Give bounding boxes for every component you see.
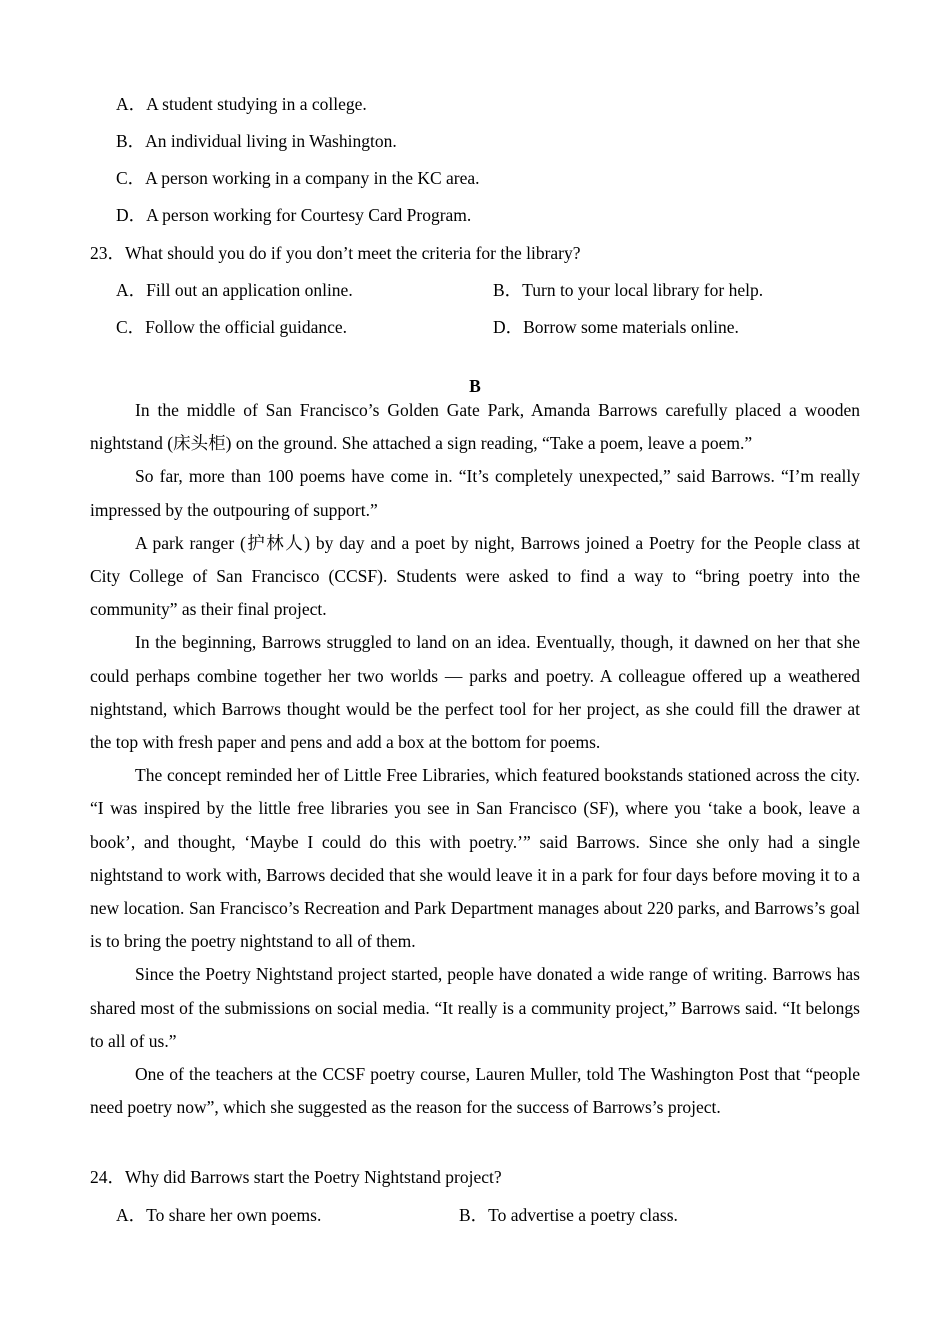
q24-option-b: B．To advertise a poetry class.: [459, 1205, 678, 1225]
passage-paragraph: The concept reminded her of Little Free Libraries, which featured bookstands stationed across the city. “I was inspired by the little free libraries you see in San Francisco (SF), where you ‘take a book, leave a book’, and thought, ‘Maybe I could do this with poetry.’” said Barrows. Since she only had a single nightstand to work with, Barrows decided that she would leave it in a park for four days before moving it to a new location. San Francisco’s Recreation and Park Department manages about 220 parks, and Barrows’s goal is to bring the poetry nightstand to all of them.: [90, 765, 860, 952]
q23-option-a: A．Fill out an application online.: [116, 280, 353, 300]
q24-option-a: A．To share her own poems.: [116, 1205, 322, 1225]
q22-option-d: D．A person working for Courtesy Card Program.: [116, 205, 472, 225]
passage-paragraph: One of the teachers at the CCSF poetry course, Lauren Muller, told The Washington Post that “people need poetry now”, which she suggested as the reason for the success of Barrows’s project.: [90, 1064, 860, 1118]
q24-stem: 24．Why did Barrows start the Poetry Nightstand project?: [90, 1167, 502, 1187]
q23-option-d: D．Borrow some materials online.: [493, 317, 739, 337]
q23-option-c: C．Follow the official guidance.: [116, 317, 348, 337]
passage-paragraph: A park ranger (护林人) by day and a poet by night, Barrows joined a Poetry for the People class at City College of San Francisco (CCSF). Students were asked to find a way to “bring poetry into the community” as their final project.: [90, 532, 860, 620]
q22-option-b: B．An individual living in Washington.: [116, 131, 397, 151]
section-b-title: B: [469, 376, 481, 396]
q23-option-b: B．Turn to your local library for help.: [493, 280, 764, 300]
q23-stem: 23．What should you do if you don’t meet the criteria for the library?: [90, 243, 581, 263]
passage-b: [90, 394, 860, 1124]
passage-paragraph: Since the Poetry Nightstand project started, people have donated a wide range of writing. Barrows has shared most of the submissions on social media. “It really is a community project,” Barrows said. “It belongs to all of us.”: [90, 964, 860, 1051]
passage-paragraph: In the beginning, Barrows struggled to land on an idea. Eventually, though, it dawned on her that she could perhaps combine together her two worlds — parks and poetry. A colleague offered up a weathered nightstand, which Barrows thought would be the perfect tool for her project, as she could fill the drawer at the top with fresh paper and pens and add a box at the bottom for poems.: [90, 632, 860, 753]
passage-paragraph: In the middle of San Francisco’s Golden Gate Park, Amanda Barrows carefully placed a wooden nightstand (床头柜) on the ground. She attached a sign reading, “Take a poem, leave a poem.”: [90, 400, 860, 454]
passage-paragraph: So far, more than 100 poems have come in. “It’s completely unexpected,” said Barrows. “I’m really impressed by the outpouring of support.”: [90, 466, 860, 520]
q22-option-c: C．A person working in a company in the KC area.: [116, 168, 480, 188]
q22-option-a: A．A student studying in a college.: [116, 94, 367, 114]
